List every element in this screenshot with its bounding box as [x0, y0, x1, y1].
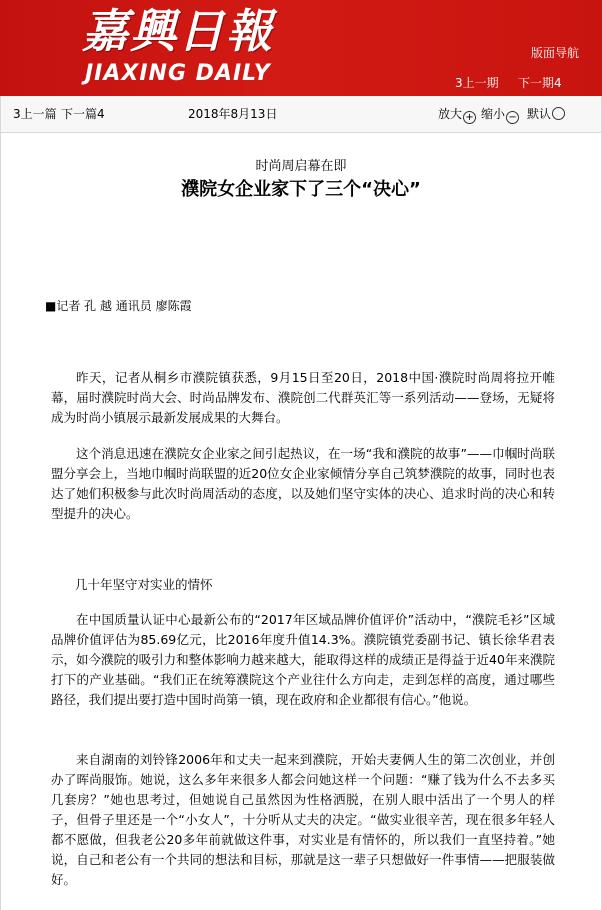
prev-issue-link[interactable]: 3上一期: [455, 76, 499, 90]
article-kicker: 时尚周启幕在即: [255, 159, 347, 174]
article-paragraph: 昨天，记者从桐乡市濮院镇获悉，9月15日至20日，2018中国·濮院时尚周将拉开帷幕，届时濮院时尚大会、时尚品牌发布、濮院创二代群英汇等一系列活动——登场，无疑将成为时尚小镇展示最新发展成果的大舞台。: [51, 370, 555, 425]
zoom-in-label: 放大: [438, 107, 463, 121]
next-article-link[interactable]: 下一篇4: [61, 107, 105, 121]
plus-circle-icon: +: [463, 111, 476, 124]
default-size-button[interactable]: [527, 106, 565, 122]
article-byline: ■记者 孔 越 通讯员 廖陈霞: [45, 299, 192, 313]
article-paragraph: 这个消息迅速在濮院女企业家之间引起热议，在一场“我和濮院的故事”——巾帼时尚联盟分享会上，当地巾帼时尚联盟的近20位女企业家倾情分享自己筑梦濮院的故事，同时也表达了她们积极参与此次时尚周活动的态度，以及她们坚守实体的决心、追求时尚的决心和转型提升的决心。: [51, 446, 555, 521]
next-issue-link[interactable]: 下一期4: [518, 76, 562, 90]
article-paragraph: 在中国质量认证中心最新公布的“2017年区域品牌价值评价”活动中，“濮院毛衫”区域品牌价值评估为85.69亿元，比2016年度升值14.3%。濮院镇党委副书记、镇长徐华君表示，如今濮院的吸引力和整体影响力越来越大，能取得这样的成绩正是得益于近40年来濮院打下的产业基础。“我们正在统筹濮院这个产业往什么方向走，走到怎样的高度，通过哪些路径，我们提出要打造中国时尚第一镇，现在政府和企业都很有信心。”他说。: [51, 612, 555, 707]
article-toolbar: [0, 96, 602, 133]
article-headline: 濮院女企业家下了三个“决心”: [181, 179, 421, 200]
zoom-in-button[interactable]: [438, 106, 476, 124]
default-size-label: 默认: [527, 107, 552, 121]
issue-date: 2018年8月13日: [188, 107, 278, 121]
article-subheading: 几十年坚守对实业的情怀: [75, 577, 213, 592]
zoom-out-label: 缩小: [481, 107, 506, 121]
circle-icon: [552, 107, 565, 120]
prev-article-link[interactable]: 3上一篇: [13, 107, 57, 121]
article-paragraph: 来自湖南的刘铃锋2006年和丈夫一起来到濮院，开始夫妻俩人生的第二次创业，并创办了晖尚服饰。她说，这么多年来很多人都会问她这样一个问题：“赚了钱为什么不去多买几套房？”她也思考过，但她说自己虽然因为性格洒脱，在别人眼中活出了一个男人的样子，但骨子里还是一个“小女人”，十分听从丈夫的决定。“做实业很辛苦，现在很多年轻人都不愿做，但我老公20多年前就做这件事，对实业是有情怀的，所以我们一直坚持着。”她说，自己和老公有一个共同的想法和目标，那就是这一辈子只想做好一件事情——把服装做好。: [51, 752, 555, 887]
layout-navigation-link[interactable]: 版面导航: [531, 46, 580, 60]
zoom-out-button[interactable]: [481, 106, 519, 124]
newspaper-logo: 嘉興日報: [82, 4, 274, 58]
minus-circle-icon: −: [506, 111, 519, 124]
article-body: [0, 132, 602, 910]
masthead: [0, 0, 602, 96]
newspaper-logo-english: JIAXING DAILY: [85, 61, 271, 86]
